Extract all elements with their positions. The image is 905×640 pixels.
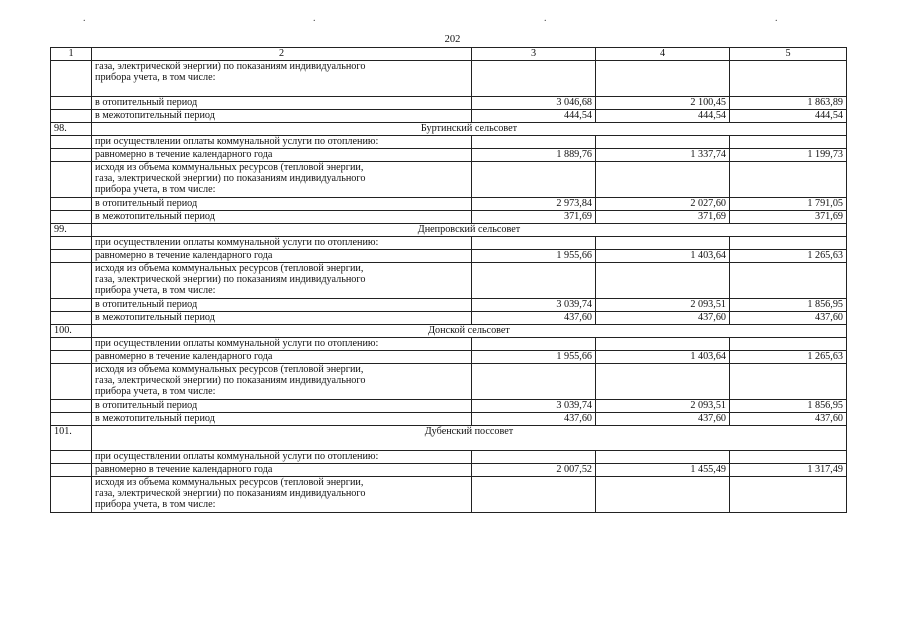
- column-header: 4: [596, 48, 730, 61]
- value-col4: 1 403,64: [596, 250, 730, 263]
- table-row: [51, 110, 847, 123]
- table-row: [51, 477, 847, 513]
- value-col5: [730, 136, 847, 149]
- table-header-row: [51, 48, 847, 61]
- section-number: 101.: [51, 426, 92, 451]
- value-col5: [730, 263, 847, 299]
- value-col4: 371,69: [596, 211, 730, 224]
- section-row: [51, 224, 847, 237]
- value-col5: 1 265,63: [730, 250, 847, 263]
- table-row: [51, 464, 847, 477]
- value-col3: 1 955,66: [472, 351, 596, 364]
- value-col5: [730, 451, 847, 464]
- value-col3: [472, 338, 596, 351]
- row-number: [51, 413, 92, 426]
- row-description: при осуществлении оплаты коммунальной услуги по отоплению:: [92, 237, 472, 250]
- column-header: 5: [730, 48, 847, 61]
- row-description: исходя из объема коммунальных ресурсов (тепловой энергии, газа, электрической энергии) по показаниям индивидуального прибора учета, в том числе:: [92, 263, 472, 299]
- value-col3: 3 039,74: [472, 400, 596, 413]
- row-description: равномерно в течение календарного года: [92, 464, 472, 477]
- section-number: 100.: [51, 325, 92, 338]
- row-number: [51, 312, 92, 325]
- scan-dot: .: [775, 13, 778, 24]
- table-row: [51, 400, 847, 413]
- value-col5: [730, 237, 847, 250]
- row-description: равномерно в течение календарного года: [92, 250, 472, 263]
- row-number: [51, 237, 92, 250]
- row-description: в межотопительный период: [92, 413, 472, 426]
- value-col3: 3 039,74: [472, 299, 596, 312]
- row-description: в отопительный период: [92, 97, 472, 110]
- value-col4: [596, 61, 730, 97]
- row-number: [51, 97, 92, 110]
- value-col3: [472, 61, 596, 97]
- table-row: [51, 61, 847, 97]
- value-col5: 1 265,63: [730, 351, 847, 364]
- value-col5: 371,69: [730, 211, 847, 224]
- value-col5: 1 856,95: [730, 400, 847, 413]
- table-row: [51, 136, 847, 149]
- section-title: Донской сельсовет: [92, 325, 847, 338]
- value-col4: 1 403,64: [596, 351, 730, 364]
- table-row: [51, 364, 847, 400]
- row-description: в отопительный период: [92, 198, 472, 211]
- scan-dot: .: [313, 13, 316, 24]
- table-row: [51, 237, 847, 250]
- section-row: [51, 426, 847, 451]
- table-row: [51, 263, 847, 299]
- column-header: 2: [92, 48, 472, 61]
- value-col5: 1 791,05: [730, 198, 847, 211]
- value-col3: 2 973,84: [472, 198, 596, 211]
- section-title: Дубенский поссовет: [92, 426, 847, 451]
- value-col3: 444,54: [472, 110, 596, 123]
- value-col3: 3 046,68: [472, 97, 596, 110]
- row-number: [51, 477, 92, 513]
- page-number: 202: [444, 34, 461, 45]
- table-row: [51, 413, 847, 426]
- value-col3: [472, 364, 596, 400]
- value-col3: 1 955,66: [472, 250, 596, 263]
- value-col5: [730, 162, 847, 198]
- row-description: газа, электрической энергии) по показаниям индивидуального прибора учета, в том числе:: [92, 61, 472, 97]
- value-col3: [472, 136, 596, 149]
- value-col5: [730, 477, 847, 513]
- row-number: [51, 351, 92, 364]
- row-number: [51, 451, 92, 464]
- section-title: Буртинский сельсовет: [92, 123, 847, 136]
- value-col3: [472, 237, 596, 250]
- value-col5: [730, 338, 847, 351]
- value-col5: 437,60: [730, 413, 847, 426]
- value-col3: [472, 477, 596, 513]
- row-number: [51, 299, 92, 312]
- value-col3: 437,60: [472, 312, 596, 325]
- value-col4: 437,60: [596, 413, 730, 426]
- table-row: [51, 149, 847, 162]
- value-col5: [730, 61, 847, 97]
- row-number: [51, 263, 92, 299]
- table-row: [51, 211, 847, 224]
- value-col4: 1 455,49: [596, 464, 730, 477]
- value-col3: 437,60: [472, 413, 596, 426]
- value-col4: 437,60: [596, 312, 730, 325]
- row-number: [51, 211, 92, 224]
- row-number: [51, 136, 92, 149]
- row-number: [51, 61, 92, 97]
- row-description: исходя из объема коммунальных ресурсов (тепловой энергии, газа, электрической энергии) по показаниям индивидуального прибора учета, в том числе:: [92, 162, 472, 198]
- table-row: [51, 162, 847, 198]
- row-description: при осуществлении оплаты коммунальной услуги по отоплению:: [92, 451, 472, 464]
- row-description: равномерно в течение календарного года: [92, 351, 472, 364]
- value-col4: [596, 263, 730, 299]
- value-col3: [472, 162, 596, 198]
- scan-dot: .: [83, 13, 86, 24]
- row-number: [51, 464, 92, 477]
- value-col4: [596, 237, 730, 250]
- table-row: [51, 338, 847, 351]
- row-number: [51, 198, 92, 211]
- table-row: [51, 451, 847, 464]
- value-col4: [596, 451, 730, 464]
- value-col4: [596, 136, 730, 149]
- table-row: [51, 250, 847, 263]
- row-description: при осуществлении оплаты коммунальной услуги по отоплению:: [92, 338, 472, 351]
- row-description: в отопительный период: [92, 299, 472, 312]
- row-description: в межотопительный период: [92, 110, 472, 123]
- scan-dot: .: [544, 13, 547, 24]
- value-col5: 1 317,49: [730, 464, 847, 477]
- value-col3: [472, 451, 596, 464]
- value-col4: 2 093,51: [596, 400, 730, 413]
- value-col4: [596, 162, 730, 198]
- row-number: [51, 338, 92, 351]
- value-col4: 444,54: [596, 110, 730, 123]
- value-col5: [730, 364, 847, 400]
- value-col3: 1 889,76: [472, 149, 596, 162]
- value-col3: 371,69: [472, 211, 596, 224]
- value-col3: [472, 263, 596, 299]
- row-number: [51, 400, 92, 413]
- value-col5: 1 863,89: [730, 97, 847, 110]
- value-col5: 1 199,73: [730, 149, 847, 162]
- row-description: при осуществлении оплаты коммунальной услуги по отоплению:: [92, 136, 472, 149]
- column-header: 3: [472, 48, 596, 61]
- row-description: в межотопительный период: [92, 211, 472, 224]
- table-row: [51, 198, 847, 211]
- section-row: [51, 325, 847, 338]
- row-number: [51, 250, 92, 263]
- table-row: [51, 351, 847, 364]
- row-description: равномерно в течение календарного года: [92, 149, 472, 162]
- row-description: в межотопительный период: [92, 312, 472, 325]
- value-col4: 2 100,45: [596, 97, 730, 110]
- row-description: исходя из объема коммунальных ресурсов (тепловой энергии, газа, электрической энергии) по показаниям индивидуального прибора учета, в том числе:: [92, 477, 472, 513]
- section-title: Днепровский сельсовет: [92, 224, 847, 237]
- row-number: [51, 110, 92, 123]
- section-row: [51, 123, 847, 136]
- row-number: [51, 149, 92, 162]
- table-row: [51, 299, 847, 312]
- value-col4: 2 093,51: [596, 299, 730, 312]
- value-col4: [596, 477, 730, 513]
- value-col4: [596, 364, 730, 400]
- row-description: исходя из объема коммунальных ресурсов (тепловой энергии, газа, электрической энергии) по показаниям индивидуального прибора учета, в том числе:: [92, 364, 472, 400]
- value-col4: 2 027,60: [596, 198, 730, 211]
- table-row: [51, 97, 847, 110]
- value-col5: 444,54: [730, 110, 847, 123]
- row-description: в отопительный период: [92, 400, 472, 413]
- row-number: [51, 162, 92, 198]
- section-number: 99.: [51, 224, 92, 237]
- value-col5: 1 856,95: [730, 299, 847, 312]
- table-row: [51, 312, 847, 325]
- column-header: 1: [51, 48, 92, 61]
- section-number: 98.: [51, 123, 92, 136]
- value-col4: [596, 338, 730, 351]
- row-number: [51, 364, 92, 400]
- value-col3: 2 007,52: [472, 464, 596, 477]
- value-col4: 1 337,74: [596, 149, 730, 162]
- tariff-table: [50, 47, 847, 513]
- value-col5: 437,60: [730, 312, 847, 325]
